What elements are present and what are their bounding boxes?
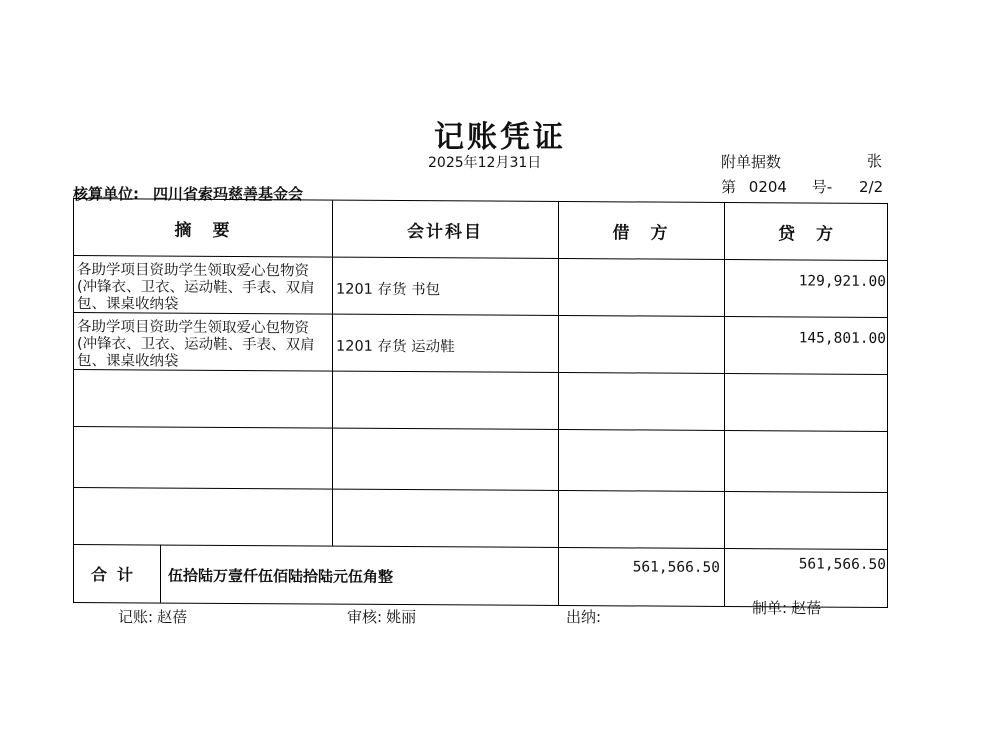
voucher-date: 2025年12月31日	[428, 155, 542, 171]
preparer-name: 赵蓓	[791, 599, 822, 617]
header-debit: 借 方	[612, 222, 670, 244]
attachments-label: 附单据数	[721, 153, 782, 171]
row1-summary: 各助学项目资助学生领取爱心包物资(冲锋衣、卫衣、运动鞋、手表、双肩包、课桌收纳袋	[77, 262, 315, 313]
row-divider	[74, 487, 887, 493]
header-account: 会计科目	[407, 221, 483, 243]
voucher-title: 记账凭证	[434, 120, 566, 155]
voucher-number-suffix: 号-	[811, 178, 833, 196]
row2-credit: 145,801.00	[798, 330, 886, 347]
bookkeeper-label: 记账:	[118, 608, 154, 626]
column-divider	[558, 202, 559, 605]
row2-debit	[560, 329, 720, 330]
preparer-label: 制单:	[752, 599, 788, 617]
voucher-number-prefix: 第	[721, 178, 737, 196]
row-divider	[74, 544, 887, 550]
column-divider	[724, 203, 725, 606]
cashier	[566, 606, 601, 627]
column-divider	[160, 545, 161, 603]
bookkeeper	[118, 606, 187, 627]
header-summary: 摘 要	[174, 220, 232, 241]
reviewer-label: 审核:	[347, 608, 383, 626]
total-amount-in-words: 伍拾陆万壹仟伍佰陆拾陆元伍角整	[168, 566, 394, 586]
accounting-unit-name: 四川省索玛慈善基金会	[153, 185, 304, 203]
bookkeeper-name: 赵蓓	[157, 608, 188, 626]
voucher-number-value: 0204	[748, 178, 787, 196]
attachments-unit: 张	[867, 152, 883, 170]
row1-credit: 129,921.00	[798, 273, 886, 290]
cashier-label: 出纳:	[566, 608, 602, 626]
row2-account: 1201 存货 运动鞋	[336, 338, 455, 356]
row1-debit	[560, 272, 720, 273]
accounting-unit-label: 核算单位:	[73, 185, 139, 203]
total-credit: 561,566.50	[798, 556, 886, 573]
total-label: 合计	[90, 564, 143, 584]
voucher-number	[721, 176, 883, 197]
preparer	[752, 597, 821, 618]
row-divider	[74, 426, 887, 432]
total-debit: 561,566.50	[632, 559, 720, 576]
row1-account: 1201 存货 书包	[336, 281, 441, 299]
reviewer	[347, 606, 416, 627]
row2-summary: 各助学项目资助学生领取爱心包物资(冲锋衣、卫衣、运动鞋、手表、双肩包、课桌收纳袋	[77, 319, 315, 370]
header-credit: 贷 方	[778, 223, 835, 245]
voucher-page: 2/2	[858, 178, 884, 196]
voucher-table	[73, 198, 888, 608]
reviewer-name: 姚丽	[386, 608, 417, 626]
